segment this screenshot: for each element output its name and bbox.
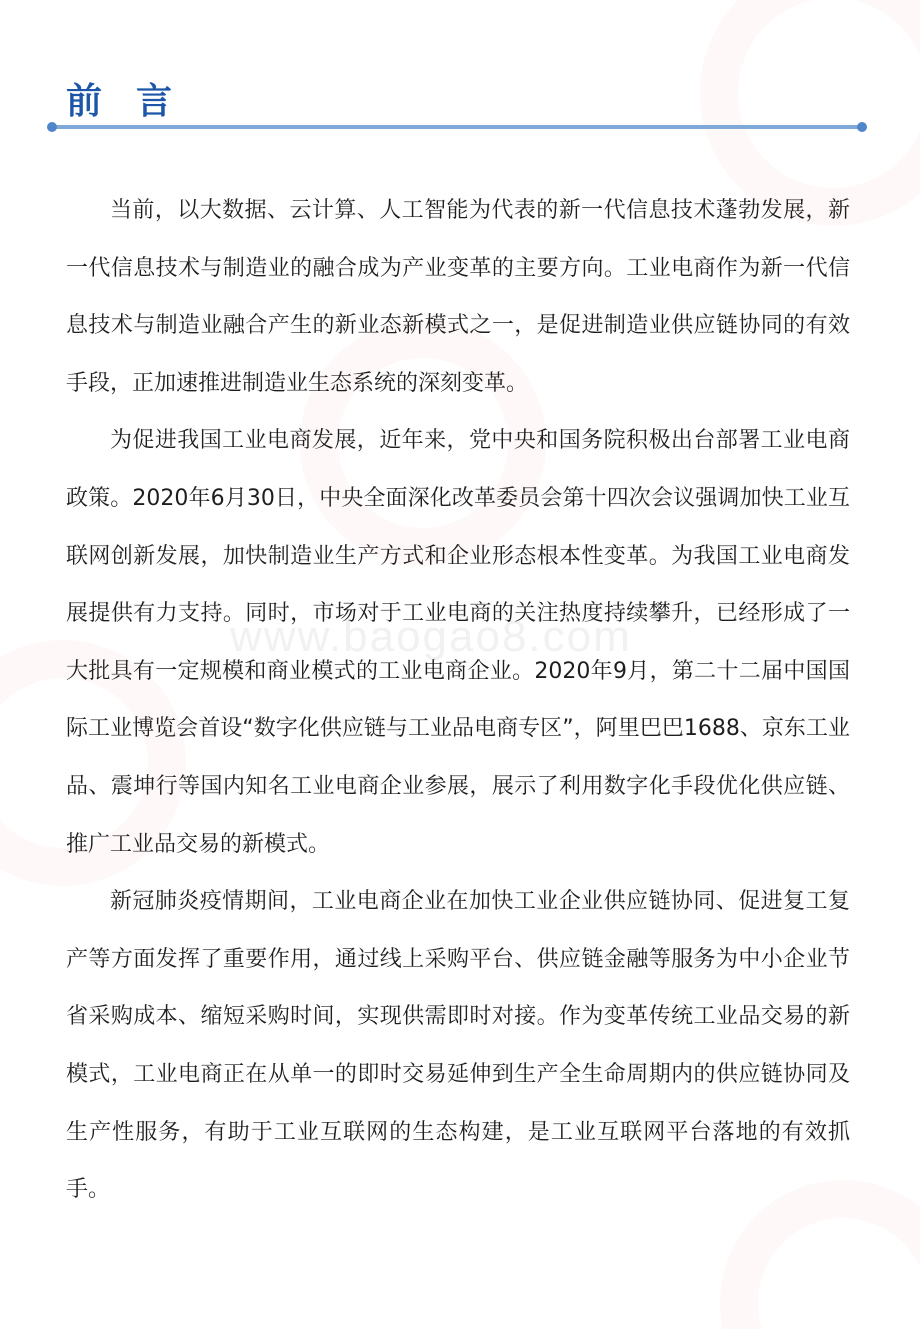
- underline-right-dot: [857, 122, 867, 132]
- paragraph-3: 新冠肺炎疫情期间，工业电商企业在加快工业企业供应链协同、促进复工复产等方面发挥了重要作用，通过线上采购平台、供应链金融等服务为中小企业节省采购成本、缩短采购时间，实现供需即时对接。作为变革传统工业品交易的新模式，工业电商正在从单一的即时交易延伸到生产全生命周期内的供应链协同及生产性服务，有助于工业互联网的生态构建，是工业互联网平台落地的有效抓手。: [66, 889, 850, 1203]
- site-watermark: www.baogao8.com: [230, 612, 632, 661]
- page-title: 前言: [66, 81, 207, 122]
- body-text: [66, 182, 850, 1219]
- title-underline: [52, 125, 862, 129]
- underline-left-dot: [47, 122, 57, 132]
- paragraph-2: 为促进我国工业电商发展，近年来，党中央和国务院积极出台部署工业电商政策。2020年6月30日，中央全面深化改革委员会第十四次会议强调加快工业互联网创新发展，加快制造业生产方式和企业形态根本性变革。为我国工业电商发展提供有力支持。同时，市场对于工业电商的关注热度持续攀升，已经形成了一大批具有一定规模和商业模式的工业电商企业。2020年9月，第二十二届中国国际工业博览会首设“数字化供应链与工业品电商专区”，阿里巴巴1688、京东工业品、震坤行等国内知名工业电商企业参展，展示了利用数字化手段优化供应链、推广工业品交易的新模式。: [66, 428, 850, 857]
- paragraph-1: 当前，以大数据、云计算、人工智能为代表的新一代信息技术蓬勃发展，新一代信息技术与制造业的融合成为产业变革的主要方向。工业电商作为新一代信息技术与制造业融合产生的新业态新模式之一，是促进制造业供应链协同的有效手段，正加速推进制造业生态系统的深刻变革。: [66, 198, 850, 396]
